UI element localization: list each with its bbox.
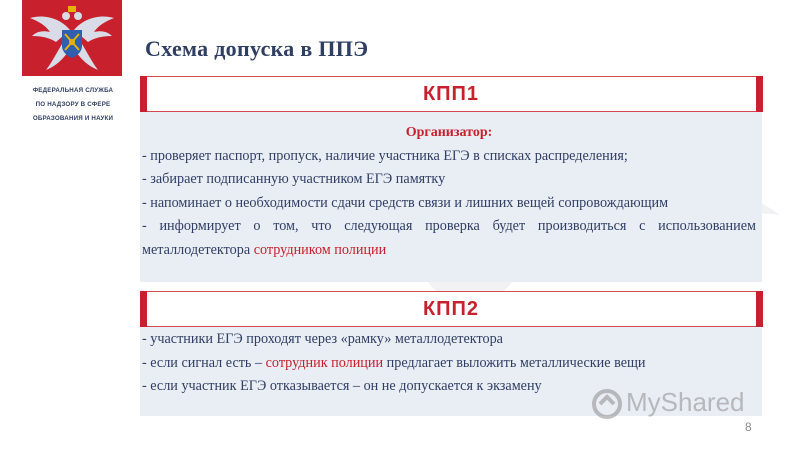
kpp2-item-3: - если участник ЕГЭ отказывается – он не допускается к экзамену (142, 378, 542, 394)
slide-title: Схема допуска в ППЭ (145, 36, 369, 61)
myshared-text: MyShared (626, 387, 745, 417)
agency-logo (22, 0, 122, 76)
organization-name (18, 84, 128, 126)
org-name-line-2: ПО НАДЗОРУ В СФЕРЕ (35, 101, 111, 108)
org-name-line-3: ОБРАЗОВАНИЯ И НАУКИ (32, 115, 114, 122)
kpp2-item-2-highlight: сотрудник полиции (265, 354, 384, 371)
organizer-heading: Организатор: (405, 125, 493, 140)
kpp1-item-4-highlight: сотрудником полиции (253, 241, 387, 258)
kpp2-item-2 (142, 352, 756, 376)
kpp1-item-3: - напоминает о необходимости сдачи средств связи и лишних вещей сопровождающим (142, 194, 669, 211)
kpp2-item-1: - участники ЕГЭ проходят через «рамку» металлодетектора (142, 331, 503, 347)
kpp1-banner-label: КПП1 (422, 83, 480, 105)
myshared-watermark (590, 385, 760, 423)
kpp1-item-4 (142, 215, 756, 262)
kpp1-item-2: - забирает подписанную участником ЕГЭ памятку (142, 171, 446, 187)
org-name-line-1: ФЕДЕРАЛЬНАЯ СЛУЖБА (32, 87, 114, 94)
myshared-icon (590, 387, 624, 421)
kpp2-banner-label: КПП2 (422, 298, 480, 320)
kpp1-content (142, 121, 756, 262)
kpp1-item-1: - проверяет паспорт, пропуск, наличие участника ЕГЭ в списках распределения; (142, 147, 628, 164)
kpp2-banner (140, 291, 762, 327)
kpp2-item-2-post: предлагает выложить металлические вещи (383, 354, 646, 371)
kpp1-item-4-text: - информирует о том, что следующая проверка будет производиться с использованием металлодетектора (142, 218, 756, 258)
kpp2-item-2-pre: - если сигнал есть – (142, 354, 266, 371)
emblem-icon (22, 0, 122, 76)
kpp1-banner (140, 76, 762, 112)
page-number: 8 (745, 420, 752, 434)
